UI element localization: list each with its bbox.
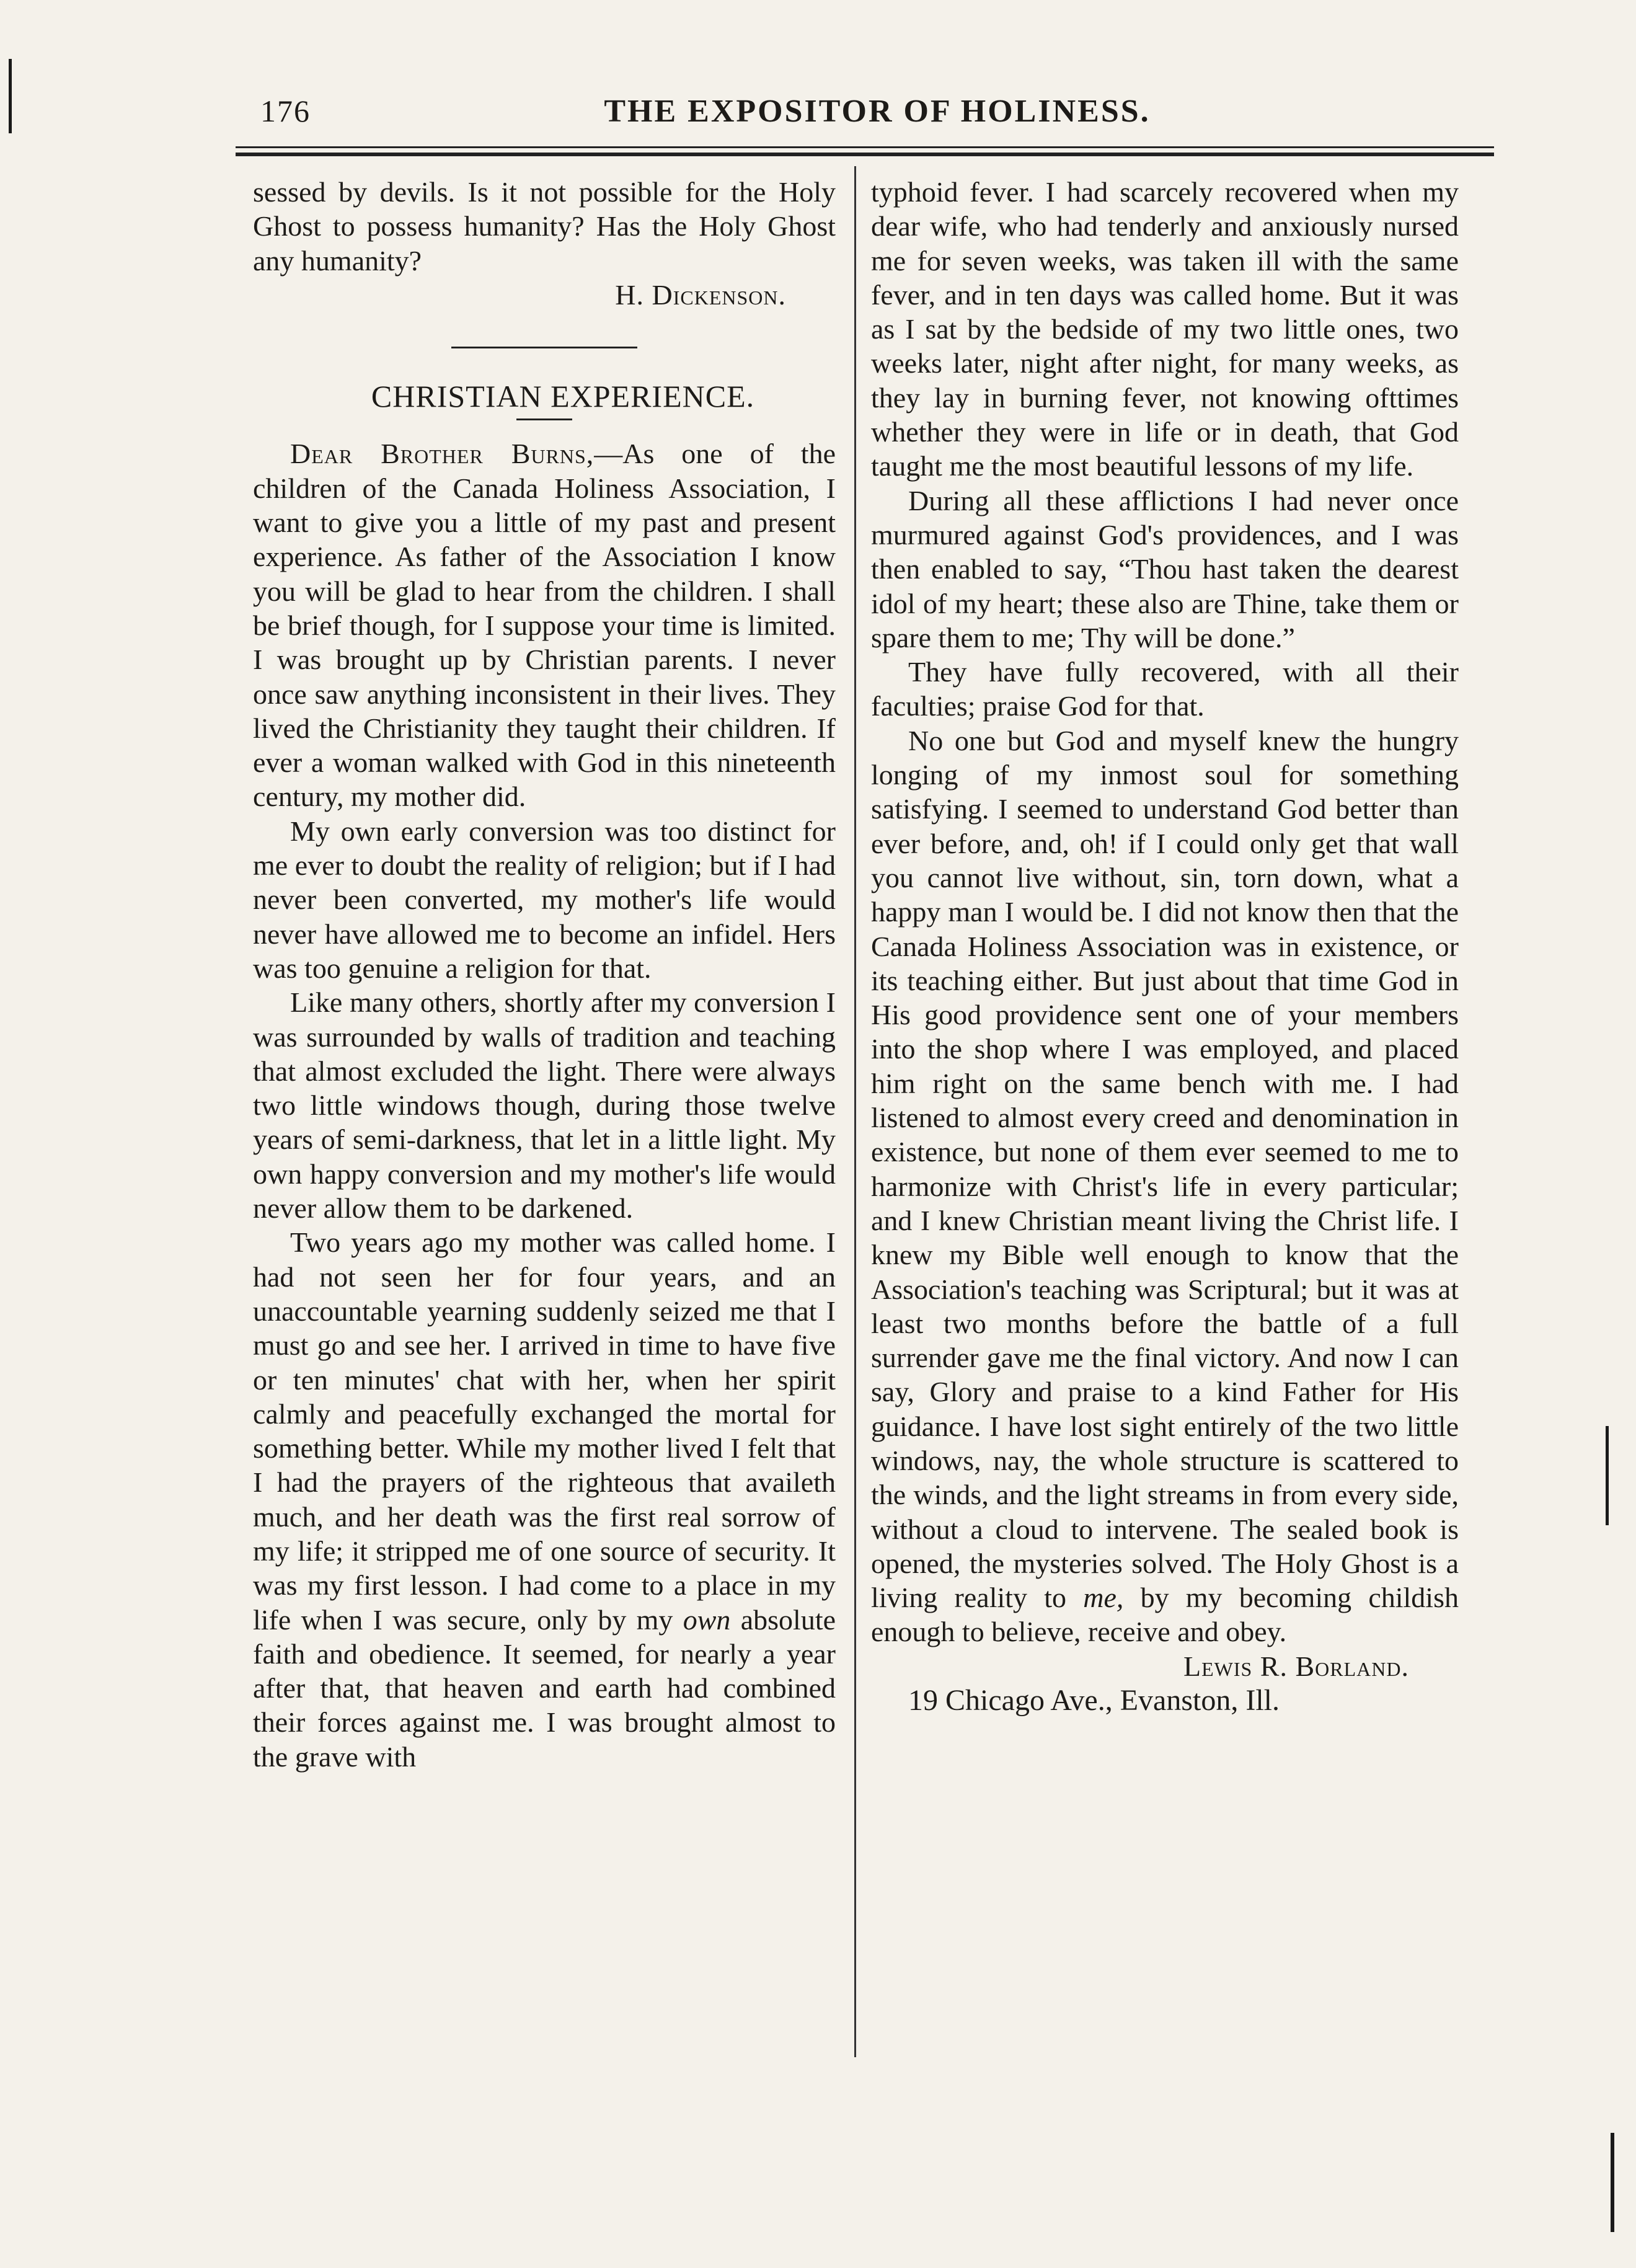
section-title-rule	[516, 419, 572, 420]
header-rule-thin	[236, 146, 1494, 148]
paragraph: My own early conversion was too distinct for me ever to doubt the reality of religion; but if I had never been converted, my mother's life would never have allowed me to become an infidel. Hers was too genuine a religion for that.	[253, 815, 836, 984]
right-column	[871, 175, 1459, 1717]
paragraph	[253, 1225, 836, 1774]
paragraph	[871, 724, 1459, 1649]
paragraph-text: —As one of the children of the Canada Holiness Association, I want to give you a little of my past and present experience. As father of the Association I know you will be glad to hear from the children. I shall be brief though, for I suppose your time is limited. I was brought up by Christian parents. I never once saw anything inconsistent in their lives. They lived the Christianity they taught their children. If ever a woman walked with God in this nineteenth century, my mother did.	[253, 438, 836, 813]
scan-edge-mark-right	[1606, 1426, 1609, 1525]
paragraph-text: by my becoming childish enough to believe, receive and obey.	[871, 1582, 1459, 1648]
paragraph: During all these afflictions I had never once murmured against God's providences, and I was then enabled to say, “Thou hast taken the dearest idol of my heart; these also are Thine, take them or spare them to me; Thy will be done.”	[871, 484, 1459, 653]
paragraph-text: absolute faith and obedience. It seemed, for nearly a year after that, that heaven and earth had combined their forces against me. I was brought almost to the grave with	[253, 1603, 836, 1773]
page-number: 176	[260, 94, 311, 128]
paragraph: Like many others, shortly after my conversion I was surrounded by walls of tradition and teaching that almost excluded the light. There were always two little windows though, during those twelve years of semi-darkness, that let in a little light. My own happy conversion and my mother's life would never allow them to be darkened.	[253, 986, 836, 1225]
paragraph-salutation	[253, 436, 836, 813]
emphasis: own	[683, 1603, 731, 1636]
left-column	[253, 175, 836, 1774]
section-divider-rule	[451, 347, 637, 348]
paragraph-continued: sessed by devils. Is it not possible for the Holy Ghost to possess humanity? Has the Holy Ghost any humanity?	[253, 176, 836, 277]
author-signature-borland: Lewis R. Borland.	[1183, 1650, 1409, 1682]
paragraph-continued: typhoid fever. I had scarcely recovered when my dear wife, who had tenderly and anxiously nursed me for seven weeks, was taken ill with the same fever, and in ten days was called home. But it was as I sat by the bedside of my two little ones, two weeks later, night after night, for many weeks, as they lay in burning fever, not knowing ofttimes whether they were in life or in death, that God taught me the most beautiful lessons of my life.	[871, 176, 1459, 482]
page-header	[260, 93, 1494, 143]
paragraph-text: No one but God and myself knew the hungry longing of my inmost soul for something satisfying. I seemed to understand God better than ever before, and, oh! if I could only get that wall you cannot live without, sin, torn down, what a happy man I would be. I did not know then that the Canada Holiness Association was in existence, or its teaching either. But just about that time God in His good providence sent one of your members into the shop where I was employed, and placed him right on the same bench with me. I had listened to almost every creed and denomination in existence, but none of them ever seemed to me to harmonize with Christ's life in every particular; and I knew Christian meant living the Christ life. I knew my Bible well enough to know that the Association's teaching was Scriptural; but it was at least two months before the battle of a full surrender gave me the final victory. And now I can say, Glory and praise to a kind Father for His guidance. I have lost sight entirely of the two little windows, nay, the whole structure is scattered to the winds, and the light streams in from every side, without a cloud to intervene. The sealed book is opened, the mysteries solved. The Holy Ghost is a living reality to	[871, 724, 1459, 1614]
running-title: THE EXPOSITOR OF HOLINESS.	[604, 94, 1151, 129]
author-signature-dickenson: H. Dickenson.	[615, 278, 786, 311]
paragraph: They have fully recovered, with all their faculties; praise God for that.	[871, 656, 1459, 722]
author-address: 19 Chicago Ave., Evanston, Ill.	[908, 1684, 1280, 1717]
salutation: Dear Brother Burns,	[290, 438, 595, 470]
paragraph-text: Two years ago my mother was called home. I had not seen her for four years, and an unaccountable yearning suddenly seized me that I must go and see her. I arrived in time to have five or ten minutes' chat with her, when her spirit calmly and peacefully exchanged the mortal for something better. While my mother lived I felt that I had the prayers of the righteous that availeth much, and her death was the first real sorrow of my life; it stripped me of one source of security. It was my first lesson. I had come to a place in my life when I was secure, only by my	[253, 1226, 836, 1636]
scan-edge-mark-right-bottom	[1611, 2133, 1614, 2232]
header-rule-thick	[236, 153, 1494, 156]
section-title: CHRISTIAN EXPERIENCE.	[371, 379, 755, 414]
scan-edge-mark-top-left	[9, 59, 12, 133]
emphasis: me,	[1083, 1582, 1124, 1614]
column-divider	[854, 166, 856, 2057]
